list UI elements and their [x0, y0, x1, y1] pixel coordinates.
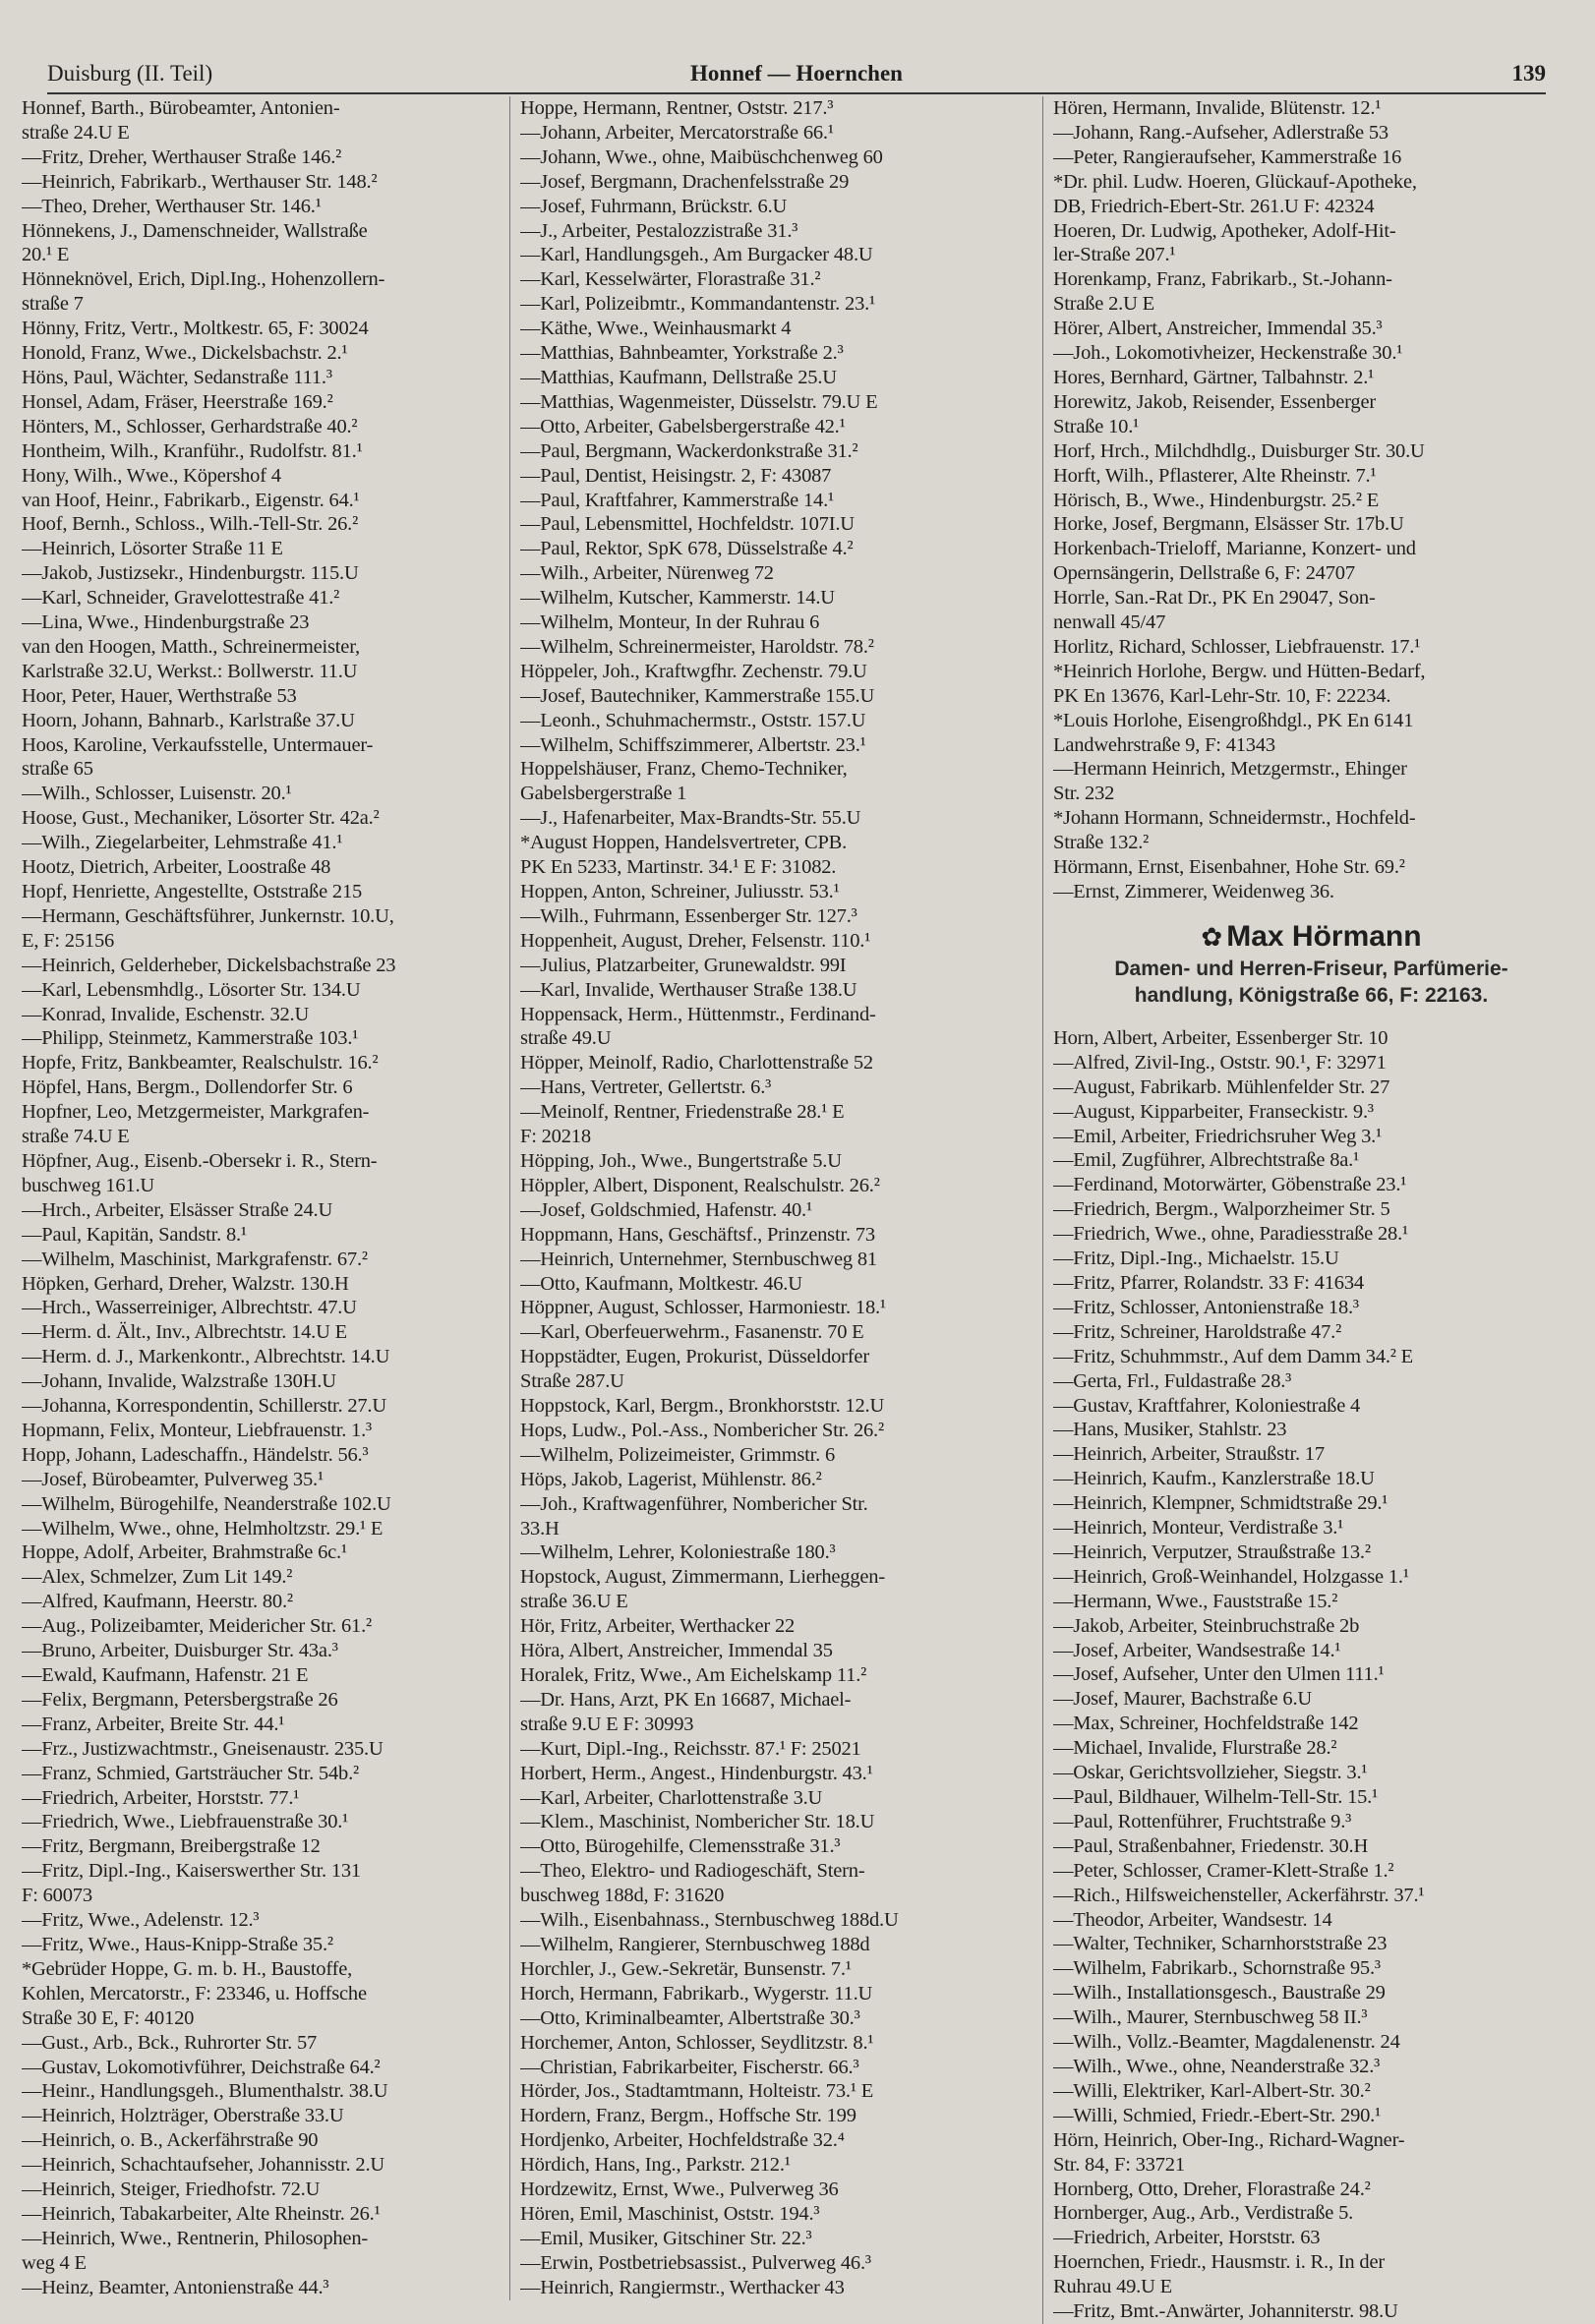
directory-entry-line: PK En 5233, Martinstr. 34.¹ E F: 31082.	[520, 856, 837, 879]
directory-entry-line: —Wilhelm, Schiffszimmerer, Albertstr. 23.¹	[520, 733, 866, 756]
directory-entry-line: Hordjenko, Arbeiter, Hochfeldstraße 32.⁴	[520, 2129, 845, 2152]
directory-entry-line: E, F: 25156	[22, 929, 115, 952]
directory-entry-line: —Dr. Hans, Arzt, PK En 16687, Michael-	[520, 1688, 852, 1711]
directory-entry-line: Straße 10.¹	[1053, 415, 1140, 437]
directory-entry-line: —Wilh., Ziegelarbeiter, Lehmstraße 41.¹	[22, 832, 343, 854]
directory-entry-line: —Wilh., Wwe., ohne, Neanderstraße 32.³	[1053, 2055, 1381, 2077]
directory-entry-line: Horkenbach-Trieloff, Marianne, Konzert- und	[1053, 538, 1416, 560]
directory-entry-line: *Heinrich Horlohe, Bergw. und Hütten-Bedarf,	[1053, 660, 1426, 682]
directory-entry-line: Karlstraße 32.U, Werkst.: Bollwerstr. 11.U	[22, 660, 358, 682]
directory-entry-line: —Josef, Fuhrmann, Brückstr. 6.U	[520, 195, 788, 217]
directory-entry-line: Horchler, J., Gew.-Sekretär, Bunsenstr. 7.¹	[520, 1957, 852, 1980]
directory-entry-line: —Hermann, Wwe., Fauststraße 15.²	[1053, 1590, 1338, 1612]
directory-entry-line: —Hrch., Wasserreiniger, Albrechtstr. 47.U	[22, 1297, 357, 1319]
directory-entry-line: —Gustav, Lokomotivführer, Deichstraße 64.²	[22, 2056, 381, 2078]
directory-entry-line: Hootz, Dietrich, Arbeiter, Loostraße 48	[22, 856, 331, 879]
directory-entry-line: —Heinrich, Unternehmer, Sternbuschweg 81	[520, 1248, 877, 1270]
directory-entry-line: Hoeren, Dr. Ludwig, Apotheker, Adolf-Hit-	[1053, 219, 1396, 242]
directory-entry-line: —Max, Schreiner, Hochfeldstraße 142	[1053, 1713, 1359, 1735]
directory-entry-line: —Joh., Lokomotivheizer, Heckenstraße 30.¹	[1053, 342, 1403, 365]
directory-entry-line: Höppeler, Joh., Kraftwgfhr. Zechenstr. 79.U	[520, 660, 867, 682]
running-head-center: Honnef — Hoernchen	[690, 61, 903, 86]
ad-title-row	[1053, 918, 1569, 956]
directory-entry-line: —Kurt, Dipl.-Ing., Reichsstr. 87.¹ F: 25021	[520, 1737, 861, 1760]
directory-entry-line: —Johann, Rang.-Aufseher, Adlerstraße 53	[1053, 121, 1388, 144]
directory-entry-line: —Wilhelm, Wwe., ohne, Helmholtzstr. 29.¹ E	[22, 1517, 384, 1540]
directory-entry-line: —Alfred, Zivil-Ing., Oststr. 90.¹, F: 32971	[1053, 1051, 1387, 1074]
directory-entry-line: Horenkamp, Franz, Fabrikarb., St.-Johann-	[1053, 268, 1392, 291]
directory-entry-line: —Josef, Goldschmied, Hafenstr. 40.¹	[520, 1198, 812, 1221]
directory-entry-line: —Paul, Bildhauer, Wilhelm-Tell-Str. 15.¹	[1053, 1786, 1379, 1808]
directory-entry-line: Hoos, Karoline, Verkaufsstelle, Untermauer-	[22, 733, 374, 756]
directory-entry-line: PK En 13676, Karl-Lehr-Str. 10, F: 22234.	[1053, 684, 1391, 707]
directory-entry-line: buschweg 161.U	[22, 1174, 154, 1196]
directory-entry-line: —Christian, Fabrikarbeiter, Fischerstr. 66.³	[520, 2056, 859, 2078]
directory-entry-line: —Wilh., Arbeiter, Nürenweg 72	[520, 562, 774, 585]
directory-entry-line: —Fritz, Dipl.-Ing., Michaelstr. 15.U	[1053, 1248, 1339, 1270]
directory-entry-line: —Frz., Justizwachtmstr., Gneisenaustr. 235.U	[22, 1737, 384, 1760]
directory-entry-line: —Karl, Polizeibmtr., Kommandantenstr. 23.¹	[520, 293, 876, 316]
directory-entry-line: —Lina, Wwe., Hindenburgstraße 23	[22, 611, 310, 634]
directory-entry-line: —Käthe, Wwe., Weinhausmarkt 4	[520, 318, 792, 340]
directory-entry-line: —Karl, Handlungsgeh., Am Burgacker 48.U	[520, 244, 873, 266]
directory-entry-line: —Heinrich, Holzträger, Oberstraße 33.U	[22, 2105, 344, 2127]
directory-entry-line: Hontheim, Wilh., Kranführ., Rudolfstr. 81.¹	[22, 439, 363, 462]
directory-entry-line: Höpping, Joh., Wwe., Bungertstraße 5.U	[520, 1149, 842, 1172]
directory-entry-line: —Paul, Bergmann, Wackerdonkstraße 31.²	[520, 439, 858, 462]
directory-entry-line: —Wilhelm, Kutscher, Kammerstr. 14.U	[520, 587, 835, 610]
directory-entry-line: Hordzewitz, Ernst, Wwe., Pulverweg 36	[520, 2179, 839, 2201]
directory-entry-line: —Hans, Vertreter, Gellertstr. 6.³	[520, 1076, 772, 1099]
directory-entry-line: —Josef, Bürobeamter, Pulverweg 35.¹	[22, 1468, 324, 1490]
directory-entry-line: —Paul, Straßenbahner, Friedenstr. 30.H	[1053, 1834, 1369, 1857]
directory-entry-line: —Paul, Kraftfahrer, Kammerstraße 14.¹	[520, 489, 834, 511]
directory-entry-line: Horke, Josef, Bergmann, Elsässer Str. 17b.U	[1053, 513, 1404, 536]
directory-entry-line: —Julius, Platzarbeiter, Grunewaldstr. 99I	[520, 954, 847, 976]
directory-entry-line: Horch, Hermann, Fabrikarb., Wygerstr. 11.U	[520, 1982, 873, 2004]
directory-entry-line: —Paul, Lebensmittel, Hochfeldstr. 107I.U	[520, 513, 855, 536]
directory-entry-line: —Fritz, Dipl.-Ing., Kaiserswerther Str. 131	[22, 1860, 361, 1883]
directory-entry-line: Hopstock, August, Zimmermann, Lierheggen-	[520, 1566, 885, 1589]
directory-entry-line: —Fritz, Schreiner, Haroldstraße 47.²	[1053, 1320, 1342, 1343]
directory-entry-line: —Hrch., Arbeiter, Elsässer Straße 24.U	[22, 1198, 333, 1221]
directory-entry-line: —Heinrich, Kaufm., Kanzlerstraße 18.U	[1053, 1468, 1375, 1490]
directory-entry-line: —Paul, Kapitän, Sandstr. 8.¹	[22, 1223, 247, 1246]
directory-entry-line: —Matthias, Kaufmann, Dellstraße 25.U	[520, 366, 837, 388]
directory-entry-line: —Otto, Kriminalbeamter, Albertstraße 30.³	[520, 2006, 860, 2029]
directory-entry-line: —Wilh., Fuhrmann, Essenberger Str. 127.³	[520, 904, 857, 927]
directory-entry-line: —Fritz, Dreher, Werthauser Straße 146.²	[22, 145, 342, 168]
directory-entry-line: Honnef, Barth., Bürobeamter, Antonien-	[22, 97, 340, 119]
directory-entry-line: Hören, Hermann, Invalide, Blütenstr. 12.¹	[1053, 97, 1382, 119]
directory-entry-line: —Heinrich, Fabrikarb., Werthauser Str. 148.²	[22, 170, 378, 193]
directory-entry-line: —Alfred, Kaufmann, Heerstr. 80.²	[22, 1591, 293, 1613]
directory-entry-line: Hoppen, Anton, Schreiner, Juliusstr. 53.¹	[520, 881, 840, 902]
directory-entry-line: Straße 2.U E	[1053, 293, 1154, 316]
directory-entry-line: Gabelsbergerstraße 1	[520, 783, 687, 805]
directory-entry-line: —Paul, Rottenführer, Fruchtstraße 9.³	[1053, 1810, 1352, 1832]
directory-entry-line: straße 7	[22, 293, 84, 316]
directory-entry-line: —Konrad, Invalide, Eschenstr. 32.U	[22, 1003, 310, 1025]
directory-entry-line: F: 20218	[520, 1126, 591, 1148]
directory-entry-line: Hopmann, Felix, Monteur, Liebfrauenstr. 1.³	[22, 1419, 372, 1441]
directory-entry-line: Hoor, Peter, Hauer, Werthstraße 53	[22, 684, 297, 707]
directory-entry-line: —Erwin, Postbetriebsassist., Pulverweg 46.³	[520, 2251, 871, 2274]
directory-entry-line: ler-Straße 207.¹	[1053, 244, 1176, 266]
directory-entry-line: Hoppmann, Hans, Geschäftsf., Prinzenstr. 73	[520, 1223, 875, 1246]
directory-entry-line: van Hoof, Heinr., Fabrikarb., Eigenstr. 64.¹	[22, 489, 360, 511]
directory-entry-line: —Fritz, Bmt.-Anwärter, Johanniterstr. 98.U	[1053, 2300, 1398, 2323]
directory-entry-line: —Johann, Wwe., ohne, Maibüschchenweg 60	[520, 145, 883, 168]
directory-entry-line: *Gebrüder Hoppe, G. m. b. H., Baustoffe,	[22, 1957, 353, 1980]
directory-entry-line: Hönters, M., Schlosser, Gerhardstraße 40.²	[22, 415, 358, 437]
directory-entry-line: —Klem., Maschinist, Nombericher Str. 18.U	[520, 1811, 875, 1833]
directory-entry-line: Hores, Bernhard, Gärtner, Talbahnstr. 2.¹	[1053, 366, 1375, 388]
directory-entry-line: —J., Hafenarbeiter, Max-Brandts-Str. 55.U	[520, 807, 861, 830]
directory-entry-line: —Friedrich, Bergm., Walporzheimer Str. 5	[1053, 1198, 1390, 1221]
directory-entry-line: —Ernst, Zimmerer, Weidenweg 36.	[1053, 881, 1334, 902]
directory-entry-line: —Johann, Arbeiter, Mercatorstraße 66.¹	[520, 121, 834, 144]
directory-entry-line: Hornberger, Aug., Arb., Verdistraße 5.	[1053, 2202, 1354, 2225]
directory-entry-line: 20.¹ E	[22, 244, 70, 266]
directory-entry-line: Honsel, Adam, Fräser, Heerstraße 169.²	[22, 390, 333, 413]
directory-entry-line: —Fritz, Pfarrer, Rolandstr. 33 F: 41634	[1053, 1271, 1364, 1294]
directory-entry-line: —Heinrich, Steiger, Friedhofstr. 72.U	[22, 2179, 321, 2201]
directory-entry-line: —Heinrich, Gelderheber, Dickelsbachstraße 23	[22, 954, 396, 976]
directory-entry-line: Hördich, Hans, Ing., Parkstr. 212.¹	[520, 2154, 791, 2177]
directory-entry-line: —Karl, Lebensmhdlg., Lösorter Str. 134.U	[22, 978, 361, 1001]
directory-entry-line: —Wilhelm, Monteur, In der Ruhrau 6	[520, 611, 820, 634]
directory-entry-line: —Fritz, Schuhmmstr., Auf dem Damm 34.² E	[1053, 1345, 1413, 1367]
directory-entry-line: Hopfner, Leo, Metzgermeister, Markgrafen-	[22, 1101, 370, 1124]
directory-entry-line: —Alex, Schmelzer, Zum Lit 149.²	[22, 1566, 293, 1589]
directory-entry-line: —Hans, Musiker, Stahlstr. 23	[1053, 1419, 1287, 1441]
directory-entry-line: Hoppensack, Herm., Hüttenmstr., Ferdinand-	[520, 1003, 876, 1025]
directory-entry-line: —Leonh., Schuhmachermstr., Oststr. 157.U	[520, 709, 866, 731]
directory-entry-line: —Joh., Kraftwagenführer, Nombericher Str.	[520, 1492, 868, 1515]
directory-entry-line: Höra, Albert, Anstreicher, Immendal 35	[520, 1640, 833, 1662]
directory-entry-line: —Oskar, Gerichtsvollzieher, Siegstr. 3.¹	[1053, 1762, 1368, 1784]
directory-entry-line: Hoppelshäuser, Franz, Chemo-Techniker,	[520, 758, 848, 781]
directory-entry-line: Str. 84, F: 33721	[1053, 2153, 1185, 2176]
ad-title: Max Hörmann	[1226, 919, 1422, 953]
page-number: 139	[1511, 61, 1546, 86]
directory-entry-line: Hopfe, Fritz, Bankbeamter, Realschulstr. 16.²	[22, 1052, 379, 1075]
directory-entry-line: —Otto, Kaufmann, Moltkestr. 46.U	[520, 1272, 802, 1295]
column-3-entries-after-ad	[1053, 1026, 1569, 2324]
directory-entry-line: Horewitz, Jakob, Reisender, Essenberger	[1053, 390, 1377, 413]
directory-entry-line: —Hermann Heinrich, Metzgermstr., Ehinger	[1053, 758, 1407, 781]
directory-entry-line: Straße 287.U	[520, 1370, 624, 1393]
directory-entry-line: Horft, Wilh., Pflasterer, Alte Rheinstr. 7.¹	[1053, 464, 1377, 487]
directory-entry-line: —Wilhelm, Rangierer, Sternbuschweg 188d	[520, 1933, 870, 1955]
directory-entry-line: Höpper, Meinolf, Radio, Charlottenstraße 52	[520, 1052, 873, 1075]
directory-entry-line: Hoppenheit, August, Dreher, Felsenstr. 110.¹	[520, 929, 871, 952]
directory-entry-line: Hordern, Franz, Bergm., Hoffsche Str. 199	[520, 2105, 857, 2127]
directory-entry-line: —Wilhelm, Maschinist, Markgrafenstr. 67.²	[22, 1248, 368, 1270]
directory-entry-line: —Gust., Arb., Bck., Ruhrorter Str. 57	[22, 2031, 318, 2054]
directory-entry-line: *August Hoppen, Handelsvertreter, CPB.	[520, 832, 848, 854]
directory-entry-line: 33.H	[520, 1517, 560, 1540]
directory-entry-line: —Friedrich, Arbeiter, Horststr. 77.¹	[22, 1786, 300, 1809]
directory-entry-line: —Heinrich, Tabakarbeiter, Alte Rheinstr. 26.¹	[22, 2202, 381, 2225]
directory-entry-line: —Otto, Arbeiter, Gabelsbergerstraße 42.¹	[520, 415, 846, 437]
directory-entry-line: Hopp, Johann, Ladeschaffn., Händelstr. 56.³	[22, 1443, 369, 1466]
directory-entry-line: —Theo, Elektro- und Radiogeschäft, Stern-	[520, 1860, 865, 1883]
directory-entry-line: Hör, Fritz, Arbeiter, Werthacker 22	[520, 1615, 796, 1638]
directory-entry-line: —Friedrich, Arbeiter, Horststr. 63	[1053, 2227, 1321, 2249]
directory-entry-line: —Walter, Techniker, Scharnhorststraße 23	[1053, 1933, 1388, 1955]
directory-entry-line: straße 24.U E	[22, 121, 130, 144]
directory-entry-line: —Theodor, Arbeiter, Wandsestr. 14	[1053, 1908, 1332, 1931]
wreath-logo-icon: ✿	[1201, 921, 1223, 952]
directory-entry-line: Hony, Wilh., Wwe., Köpershof 4	[22, 464, 281, 487]
advertisement-max-hoermann	[1053, 918, 1569, 1009]
directory-entry-line: Hoppstock, Karl, Bergm., Bronkhorststr. 12.U	[520, 1395, 885, 1418]
directory-entry-line: —Philipp, Steinmetz, Kammerstraße 103.¹	[22, 1027, 359, 1050]
ad-description-line-1: Damen- und Herren-Friseur, Parfümerie-	[1114, 957, 1508, 980]
directory-entry-line: —Wilhelm, Polizeimeister, Grimmstr. 6	[520, 1443, 836, 1466]
directory-entry-line: Hörisch, B., Wwe., Hindenburgstr. 25.² E	[1053, 489, 1380, 511]
directory-entry-line: —Fritz, Wwe., Adelenstr. 12.³	[22, 1909, 260, 1932]
directory-entry-line: —Wilh., Maurer, Sternbuschweg 58 II.³	[1053, 2006, 1368, 2029]
directory-entry-line: straße 49.U	[520, 1027, 612, 1050]
directory-entry-line: Horlitz, Richard, Schlosser, Liebfrauenstr. 17.¹	[1053, 635, 1421, 658]
directory-entry-line: Straße 30 E, F: 40120	[22, 2006, 195, 2029]
directory-entry-line: van den Hoogen, Matth., Schreinermeister,	[22, 635, 360, 658]
running-head-left: Duisburg (II. Teil)	[47, 61, 213, 86]
directory-entry-line: Honold, Franz, Wwe., Dickelsbachstr. 2.¹	[22, 342, 348, 365]
directory-entry-line: —Emil, Zugführer, Albrechtstraße 8a.¹	[1053, 1149, 1360, 1172]
directory-entry-line: —Wilh., Eisenbahnass., Sternbuschweg 188d.U	[520, 1909, 899, 1932]
directory-entry-line: —Wilhelm, Schreinermeister, Haroldstr. 78.²	[520, 635, 874, 658]
directory-entry-line: —Wilh., Vollz.-Beamter, Magdalenenstr. 24	[1053, 2031, 1400, 2054]
directory-entry-line: —Karl, Oberfeuerwehrm., Fasanenstr. 70 E	[520, 1321, 864, 1344]
directory-entry-line: —Wilh., Schlosser, Luisenstr. 20.¹	[22, 783, 292, 805]
directory-entry-line: —Rich., Hilfsweichensteller, Ackerfährstr. 37.¹	[1053, 1884, 1425, 1906]
directory-entry-line: —August, Fabrikarb. Mühlenfelder Str. 27	[1053, 1075, 1390, 1098]
directory-entry-line: —Felix, Bergmann, Petersbergstraße 26	[22, 1688, 338, 1711]
directory-entry-line: Hoppe, Adolf, Arbeiter, Brahmstraße 6c.¹	[22, 1541, 347, 1564]
directory-entry-line: —Franz, Arbeiter, Breite Str. 44.¹	[22, 1713, 285, 1735]
directory-entry-line: DB, Friedrich-Ebert-Str. 261.U F: 42324	[1053, 195, 1375, 217]
directory-entry-line: Höppler, Albert, Disponent, Realschulstr. 26.²	[520, 1174, 880, 1196]
directory-entry-line: —Heinrich, Monteur, Verdistraße 3.¹	[1053, 1517, 1344, 1540]
directory-entry-line: straße 65	[22, 758, 93, 781]
directory-entry-line: —Heinrich, Verputzer, Straußstraße 13.²	[1053, 1540, 1371, 1563]
directory-entry-line: Hoppe, Hermann, Rentner, Oststr. 217.³	[520, 97, 834, 119]
directory-entry-line: —Fritz, Bergmann, Breibergstraße 12	[22, 1835, 321, 1858]
directory-entry-line: —Wilhelm, Lehrer, Koloniestraße 180.³	[520, 1541, 836, 1564]
directory-entry-line: —Heinrich, Groß-Weinhandel, Holzgasse 1.¹	[1053, 1565, 1409, 1588]
directory-entry-line: weg 4 E	[22, 2251, 87, 2274]
directory-entry-line: —Heinrich, Schachtaufseher, Johannisstr. 2.U	[22, 2154, 384, 2177]
directory-entry-line: —Heinrich, Klempner, Schmidtstraße 29.¹	[1053, 1492, 1388, 1515]
directory-entry-line: Hornberg, Otto, Dreher, Florastraße 24.²	[1053, 2178, 1371, 2200]
directory-entry-line: —Heinz, Beamter, Antonienstraße 44.³	[22, 2276, 329, 2298]
directory-entry-line: Hoppstädter, Eugen, Prokurist, Düsseldorfer	[520, 1346, 869, 1368]
directory-entry-line: —Josef, Bautechniker, Kammerstraße 155.U	[520, 684, 875, 707]
directory-column-2	[509, 96, 1039, 2300]
directory-entry-line: Hoorn, Johann, Bahnarb., Karlstraße 37.U	[22, 709, 355, 731]
directory-entry-line: Hönneknövel, Erich, Dipl.Ing., Hohenzollern-	[22, 268, 385, 291]
directory-entry-line: —Gustav, Kraftfahrer, Koloniestraße 4	[1053, 1394, 1361, 1417]
directory-entry-line: straße 9.U E F: 30993	[520, 1713, 694, 1735]
directory-entry-line: Landwehrstraße 9, F: 41343	[1053, 733, 1275, 756]
column-3-entries-before-ad	[1053, 96, 1569, 904]
directory-entry-line: —Bruno, Arbeiter, Duisburger Str. 43a.³	[22, 1640, 338, 1662]
directory-entry-line: nenwall 45/47	[1053, 611, 1166, 634]
directory-column-1	[22, 96, 496, 2300]
directory-entry-line: —Wilh., Installationsgesch., Baustraße 29	[1053, 1982, 1386, 2004]
directory-entry-line: —Heinrich, Rangiermstr., Werthacker 43	[520, 2276, 845, 2298]
directory-entry-line: *Louis Horlohe, Eisengroßhdgl., PK En 6141	[1053, 709, 1414, 731]
directory-entry-line: Höpfel, Hans, Bergm., Dollendorfer Str. 6	[22, 1076, 353, 1099]
directory-entry-line: straße 74.U E	[22, 1126, 130, 1148]
directory-entry-line: —Emil, Musiker, Gitschiner Str. 22.³	[520, 2227, 812, 2249]
directory-entry-line: —Ferdinand, Motorwärter, Göbenstraße 23.¹	[1053, 1174, 1407, 1196]
directory-entry-line: —Heinrich, o. B., Ackerfährstraße 90	[22, 2129, 319, 2152]
directory-entry-line: —Josef, Bergmann, Drachenfelsstraße 29	[520, 170, 850, 193]
directory-entry-line: *Dr. phil. Ludw. Hoeren, Glückauf-Apotheke,	[1053, 170, 1417, 193]
directory-entry-line: —Peter, Rangieraufseher, Kammerstraße 16	[1053, 145, 1402, 168]
directory-entry-line: —Heinr., Handlungsgeh., Blumenthalstr. 38.U	[22, 2080, 388, 2103]
directory-entry-line: —Fritz, Wwe., Haus-Knipp-Straße 35.²	[22, 1933, 333, 1955]
directory-entry-line: Horf, Hrch., Milchdhdlg., Duisburger Str. 30.U	[1053, 439, 1425, 462]
directory-entry-line: Höns, Paul, Wächter, Sedanstraße 111.³	[22, 366, 332, 388]
directory-entry-line: —Emil, Arbeiter, Friedrichsruher Weg 3.¹	[1053, 1125, 1383, 1147]
directory-entry-line: Hörn, Heinrich, Ober-Ing., Richard-Wagner-	[1053, 2128, 1405, 2151]
directory-entry-line: Horalek, Fritz, Wwe., Am Eichelskamp 11.²	[520, 1664, 867, 1686]
directory-entry-line: —Otto, Bürogehilfe, Clemensstraße 31.³	[520, 1835, 841, 1858]
directory-entry-line: —Michael, Invalide, Flurstraße 28.²	[1053, 1737, 1337, 1760]
directory-entry-line: —Willi, Elektriker, Karl-Albert-Str. 30.²	[1053, 2079, 1371, 2102]
directory-entry-line: —Peter, Schlosser, Cramer-Klett-Straße 1.²	[1053, 1859, 1394, 1882]
directory-column-3	[1042, 96, 1569, 2324]
directory-entry-line: F: 60073	[22, 1885, 92, 1907]
directory-entry-line: Höpfner, Aug., Eisenb.-Obersekr i. R., Stern-	[22, 1149, 378, 1172]
directory-entry-line: —Fritz, Schlosser, Antonienstraße 18.³	[1053, 1296, 1359, 1318]
directory-entry-line: Opernsängerin, Dellstraße 6, F: 24707	[1053, 562, 1355, 585]
directory-entry-line: Hören, Emil, Maschinist, Oststr. 194.³	[520, 2202, 820, 2225]
directory-entry-line: —Hermann, Geschäftsführer, Junkernstr. 10.U,	[22, 904, 394, 927]
directory-entry-line: —Heinrich, Arbeiter, Straußstr. 17	[1053, 1443, 1325, 1466]
directory-entry-line: —J., Arbeiter, Pestalozzistraße 31.³	[520, 219, 798, 242]
directory-entry-line: buschweg 188d, F: 31620	[520, 1885, 725, 1907]
directory-entry-line: Hopf, Henriette, Angestellte, Oststraße 215	[22, 881, 363, 902]
page-header	[47, 59, 1546, 94]
directory-entry-line: —Jakob, Arbeiter, Steinbruchstraße 2b	[1053, 1614, 1360, 1637]
directory-entry-line: —August, Kipparbeiter, Franseckistr. 9.³	[1053, 1100, 1374, 1123]
directory-entry-line: Str. 232	[1053, 783, 1115, 805]
directory-entry-line: Horbert, Herm., Angest., Hindenburgstr. 43.¹	[520, 1762, 873, 1784]
directory-entry-line: —Aug., Polizeibamter, Meidericher Str. 61.²	[22, 1615, 372, 1638]
directory-entry-line: Hönnekens, J., Damenschneider, Wallstraße	[22, 219, 368, 242]
directory-entry-line: Horchemer, Anton, Schlosser, Seydlitzstr. 8.¹	[520, 2031, 874, 2054]
directory-entry-line: Hoernchen, Friedr., Hausmstr. i. R., In der	[1053, 2251, 1385, 2274]
directory-entry-line: Hoose, Gust., Mechaniker, Lösorter Str. 42a.²	[22, 807, 380, 830]
directory-entry-line: —Friedrich, Wwe., Liebfrauenstraße 30.¹	[22, 1811, 349, 1833]
directory-entry-line: Hoof, Bernh., Schloss., Wilh.-Tell-Str. 26.²	[22, 513, 359, 536]
directory-entry-line: —Wilhelm, Bürogehilfe, Neanderstraße 102.U	[22, 1492, 391, 1515]
directory-entry-line: —Paul, Dentist, Heisingstr. 2, F: 43087	[520, 464, 832, 487]
directory-entry-line: —Heinrich, Wwe., Rentnerin, Philosophen-	[22, 2227, 369, 2249]
directory-entry-line: —Franz, Schmied, Gartsträucher Str. 54b.²	[22, 1762, 359, 1784]
directory-entry-line: —Karl, Kesselwärter, Florastraße 31.²	[520, 268, 821, 291]
directory-entry-line: —Wilhelm, Fabrikarb., Schornstraße 95.³	[1053, 1957, 1381, 1980]
directory-entry-line: —Herm. d. Ält., Inv., Albrechtstr. 14.U E	[22, 1321, 347, 1344]
directory-entry-line: *Johann Hormann, Schneidermstr., Hochfeld-	[1053, 807, 1416, 830]
directory-entry-line: —Johanna, Korrespondentin, Schillerstr. 27.U	[22, 1395, 386, 1418]
directory-entry-line: Höps, Jakob, Lagerist, Mühlenstr. 86.²	[520, 1468, 822, 1490]
directory-entry-line: —Herm. d. J., Markenkontr., Albrechtstr. 14.U	[22, 1346, 390, 1368]
directory-entry-line: —Heinrich, Lösorter Straße 11 E	[22, 538, 283, 560]
directory-entry-line: —Theo, Dreher, Werthauser Str. 146.¹	[22, 195, 322, 217]
directory-entry-line: —Matthias, Wagenmeister, Düsselstr. 79.U E	[520, 390, 878, 413]
directory-entry-line: Straße 132.²	[1053, 832, 1150, 854]
directory-entry-line: —Jakob, Justizsekr., Hindenburgstr. 115.U	[22, 562, 359, 585]
directory-entry-line: Horrle, San.-Rat Dr., PK En 29047, Son-	[1053, 587, 1376, 610]
directory-entry-line: —Karl, Schneider, Gravelottestraße 41.²	[22, 587, 340, 610]
directory-entry-line: —Willi, Schmied, Friedr.-Ebert-Str. 290.¹	[1053, 2104, 1382, 2126]
directory-entry-line: Hörder, Jos., Stadtamtmann, Holteistr. 73.¹ E	[520, 2080, 874, 2103]
directory-entry-line: —Josef, Aufseher, Unter den Ulmen 111.¹	[1053, 1663, 1385, 1686]
directory-entry-line: straße 36.U E	[520, 1591, 628, 1613]
directory-entry-line: Ruhrau 49.U E	[1053, 2276, 1172, 2298]
directory-entry-line: —Matthias, Bahnbeamter, Yorkstraße 2.³	[520, 342, 844, 365]
directory-entry-line: —Josef, Arbeiter, Wandsestraße 14.¹	[1053, 1639, 1341, 1661]
directory-entry-line: Höpken, Gerhard, Dreher, Walzstr. 130.H	[22, 1272, 349, 1295]
directory-entry-line: Horn, Albert, Arbeiter, Essenberger Str. 10	[1053, 1026, 1388, 1049]
directory-entry-line: —Josef, Maurer, Bachstraße 6.U	[1053, 1688, 1313, 1711]
directory-entry-line: —Johann, Invalide, Walzstraße 130H.U	[22, 1370, 336, 1393]
directory-entry-line: Höppner, August, Schlosser, Harmoniestr. 18.¹	[520, 1297, 886, 1319]
directory-entry-line: —Karl, Arbeiter, Charlottenstraße 3.U	[520, 1786, 823, 1809]
directory-entry-line: Hönny, Fritz, Vertr., Moltkestr. 65, F: 30024	[22, 318, 369, 340]
directory-entry-line: —Ewald, Kaufmann, Hafenstr. 21 E	[22, 1664, 309, 1686]
directory-entry-line: —Paul, Rektor, SpK 678, Düsselstraße 4.²	[520, 538, 854, 560]
directory-entry-line: Kohlen, Mercatorstr., F: 23346, u. Hoffsche	[22, 1982, 367, 2004]
directory-entry-line: —Meinolf, Rentner, Friedenstraße 28.¹ E	[520, 1101, 845, 1124]
directory-entry-line: —Gerta, Frl., Fuldastraße 28.³	[1053, 1369, 1292, 1392]
directory-entry-line: Hörer, Albert, Anstreicher, Immendal 35.³	[1053, 318, 1383, 340]
directory-entry-line: —Karl, Invalide, Werthauser Straße 138.U	[520, 978, 857, 1001]
directory-entry-line: —Friedrich, Wwe., ohne, Paradiesstraße 28.¹	[1053, 1223, 1408, 1246]
ad-description-line-2: handlung, Königstraße 66, F: 22163.	[1134, 983, 1489, 1007]
directory-entry-line: Hops, Ludw., Pol.-Ass., Nombericher Str. 26.²	[520, 1419, 884, 1441]
directory-entry-line: Hörmann, Ernst, Eisenbahner, Hohe Str. 69.²	[1053, 856, 1405, 879]
